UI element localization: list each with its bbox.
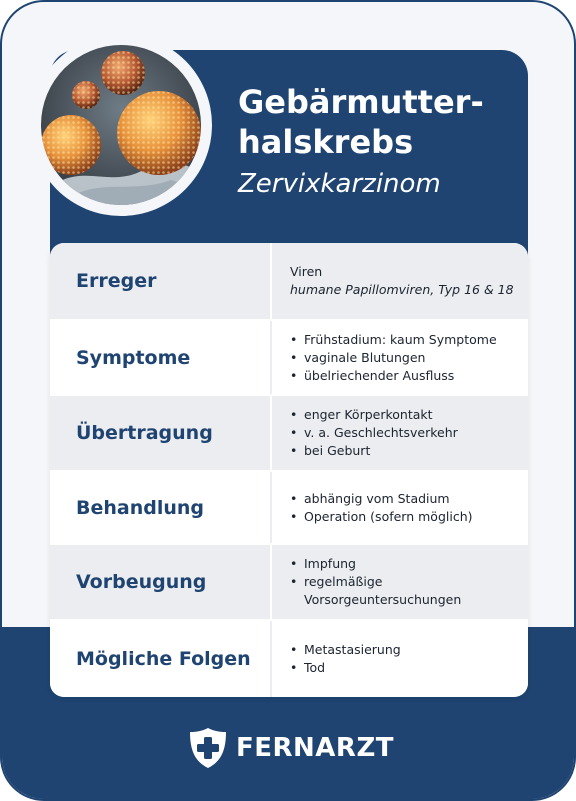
row-label: Symptome: [76, 346, 191, 369]
table-row-symptome: [50, 321, 528, 396]
list-item: • abhängig vom Stadium: [290, 490, 520, 508]
bullet-list: [290, 331, 520, 385]
list-item: • vaginale Blutungen: [290, 349, 520, 367]
page-title: [238, 82, 528, 162]
row-value: [270, 621, 528, 697]
bullet-list: [290, 406, 520, 460]
title-line-2: halskrebs: [238, 123, 414, 161]
row-value: [270, 321, 528, 394]
table-row-vorbeugung: [50, 545, 528, 621]
brand-logo[interactable]: [188, 724, 394, 772]
list-item: • Operation (sofern möglich): [290, 508, 520, 526]
list-item: • Frühstadium: kaum Symptome: [290, 331, 520, 349]
row-label: Erreger: [76, 270, 157, 292]
page-subtitle: Zervixkarzinom: [238, 169, 441, 199]
virus-illustration: [41, 45, 201, 205]
table-row-behandlung: [50, 472, 528, 545]
virus-image: [41, 45, 201, 205]
row-value: [270, 545, 528, 619]
bullet-list: [290, 490, 520, 526]
table-row-uebertragung: [50, 396, 528, 472]
table-row-erreger: [50, 243, 528, 321]
row-label: Vorbeugung: [76, 571, 207, 593]
value-text: Viren: [290, 264, 323, 279]
row-label: Mögliche Folgen: [76, 648, 251, 670]
list-item: • Metastasierung: [290, 641, 520, 659]
list-item: • Impfung: [290, 555, 520, 573]
info-table: [50, 243, 528, 697]
brand-name: FERNARZT: [236, 733, 395, 763]
list-item: • v. a. Geschlechtsverkehr: [290, 424, 520, 442]
list-item: • regelmäßige Vorsorgeuntersuchungen: [290, 573, 520, 609]
shield-cross-icon: [188, 726, 228, 770]
value-text-italic: humane Papillomviren, Typ 16 & 18: [290, 282, 514, 297]
list-item: • bei Geburt: [290, 442, 520, 460]
list-item: • Tod: [290, 659, 520, 677]
row-value: [270, 243, 528, 319]
list-item: • übelriechender Ausfluss: [290, 367, 520, 385]
bullet-list: [290, 555, 520, 609]
list-item: • enger Körperkontakt: [290, 406, 520, 424]
table-row-folgen: [50, 621, 528, 697]
row-label: Übertragung: [76, 422, 213, 444]
row-label: Behandlung: [76, 496, 205, 519]
row-value: [270, 396, 528, 470]
row-value: [270, 472, 528, 543]
bullet-list: [290, 641, 520, 677]
title-line-1: Gebärmutter-: [238, 83, 484, 121]
